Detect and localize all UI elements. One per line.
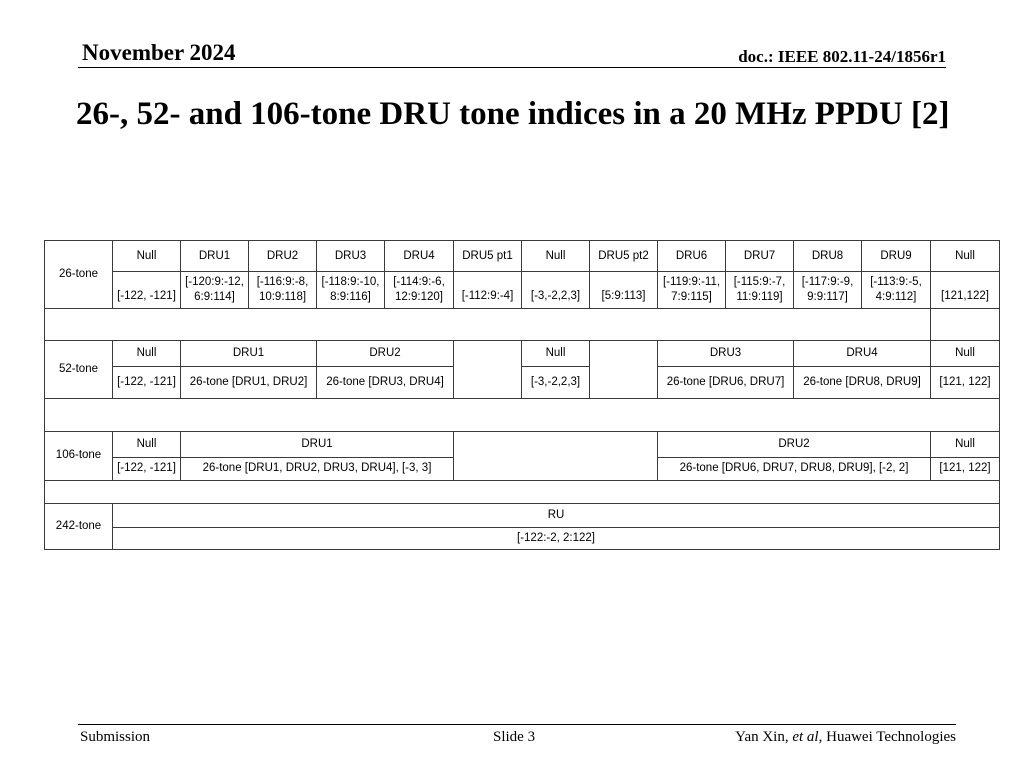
footer-submission: Submission [80, 729, 151, 745]
cell-52-name: DRU3 [658, 341, 794, 367]
cell-26-name: Null [113, 241, 181, 272]
cell-106-index: [121, 122] [931, 457, 1000, 480]
footer-author-etal: et al [792, 729, 819, 745]
header-doc-id: doc.: IEEE 802.11-24/1856r1 [738, 47, 946, 66]
cell-106-index: 26-tone [DRU1, DRU2, DRU3, DRU4], [-3, 3] [181, 457, 454, 480]
spacer-cell [45, 309, 931, 341]
cell-52-empty [590, 341, 658, 399]
row-242-names [45, 503, 1000, 527]
cell-52-name: DRU1 [181, 341, 317, 367]
cell-26-index: [-3,-2,2,3] [522, 272, 590, 309]
footer-author [735, 729, 956, 746]
cell-26-index: [-113:9:-5, 4:9:112] [862, 272, 931, 309]
cell-52-index: [-122, -121] [113, 367, 181, 399]
cell-26-name: DRU3 [317, 241, 385, 272]
footer-author-org: , Huawei Technologies [818, 729, 956, 745]
row-242-indices [45, 527, 1000, 549]
cell-52-index: 26-tone [DRU1, DRU2] [181, 367, 317, 399]
cell-26-index: [-118:9:-10, 8:9:116] [317, 272, 385, 309]
cell-52-index: 26-tone [DRU3, DRU4] [317, 367, 454, 399]
cell-242-index: [-122:-2, 2:122] [113, 527, 1000, 549]
row-26-indices [45, 272, 1000, 309]
cell-26-index: [-116:9:-8, 10:9:118] [249, 272, 317, 309]
cell-26-name: DRU5 pt2 [590, 241, 658, 272]
cell-106-name: Null [931, 431, 1000, 457]
cell-26-name: DRU1 [181, 241, 249, 272]
cell-26-index: [121,122] [931, 272, 1000, 309]
footer-slide-number: Slide 3 [493, 729, 536, 745]
spacer-cell [931, 309, 1000, 341]
cell-26-index: [-115:9:-7, 11:9:119] [726, 272, 794, 309]
cell-52-name: Null [113, 341, 181, 367]
cell-52-index: [121, 122] [931, 367, 1000, 399]
cell-106-empty [454, 431, 658, 480]
row-26-names [45, 241, 1000, 272]
dru-tone-table [44, 240, 1000, 550]
cell-52-name: DRU2 [317, 341, 454, 367]
row-label-242: 242-tone [45, 503, 113, 549]
cell-52-index: 26-tone [DRU6, DRU7] [658, 367, 794, 399]
cell-52-name: DRU4 [794, 341, 931, 367]
footer-rule [78, 724, 956, 725]
spacer-row [45, 480, 1000, 503]
cell-26-index: [-122, -121] [113, 272, 181, 309]
cell-26-index: [-117:9:-9, 9:9:117] [794, 272, 862, 309]
cell-106-index: 26-tone [DRU6, DRU7, DRU8, DRU9], [-2, 2] [658, 457, 931, 480]
footer-author-name: Yan Xin, [735, 729, 793, 745]
cell-26-name: Null [931, 241, 1000, 272]
row-label-52: 52-tone [45, 341, 113, 399]
cell-52-empty [454, 341, 522, 399]
cell-106-name: Null [113, 431, 181, 457]
row-52-names [45, 341, 1000, 367]
cell-26-name: DRU2 [249, 241, 317, 272]
spacer-row [45, 399, 1000, 431]
cell-26-index: [-114:9:-6, 12:9:120] [385, 272, 454, 309]
header-rule [78, 67, 946, 68]
cell-26-index: [-119:9:-11, 7:9:115] [658, 272, 726, 309]
cell-26-name: DRU4 [385, 241, 454, 272]
cell-106-index: [-122, -121] [113, 457, 181, 480]
cell-52-name: Null [931, 341, 1000, 367]
header-date: November 2024 [82, 40, 236, 65]
cell-106-name: DRU2 [658, 431, 931, 457]
spacer-cell [45, 480, 1000, 503]
cell-106-name: DRU1 [181, 431, 454, 457]
cell-26-name: DRU6 [658, 241, 726, 272]
cell-26-name: DRU5 pt1 [454, 241, 522, 272]
row-label-106: 106-tone [45, 431, 113, 480]
cell-26-index: [-120:9:-12, 6:9:114] [181, 272, 249, 309]
spacer-cell [45, 399, 1000, 431]
row-52-indices [45, 367, 1000, 399]
row-106-names [45, 431, 1000, 457]
cell-26-index: [5:9:113] [590, 272, 658, 309]
cell-242-name: RU [113, 503, 1000, 527]
spacer-row [45, 309, 1000, 341]
cell-26-name: DRU9 [862, 241, 931, 272]
cell-26-index: [-112:9:-4] [454, 272, 522, 309]
cell-26-name: Null [522, 241, 590, 272]
cell-52-index: [-3,-2,2,3] [522, 367, 590, 399]
cell-52-name: Null [522, 341, 590, 367]
cell-26-name: DRU8 [794, 241, 862, 272]
slide-title: 26-, 52- and 106-tone DRU tone indices in a 20 MHz PPDU [2] [76, 96, 950, 132]
cell-26-name: DRU7 [726, 241, 794, 272]
cell-52-index: 26-tone [DRU8, DRU9] [794, 367, 931, 399]
row-label-26: 26-tone [45, 241, 113, 309]
